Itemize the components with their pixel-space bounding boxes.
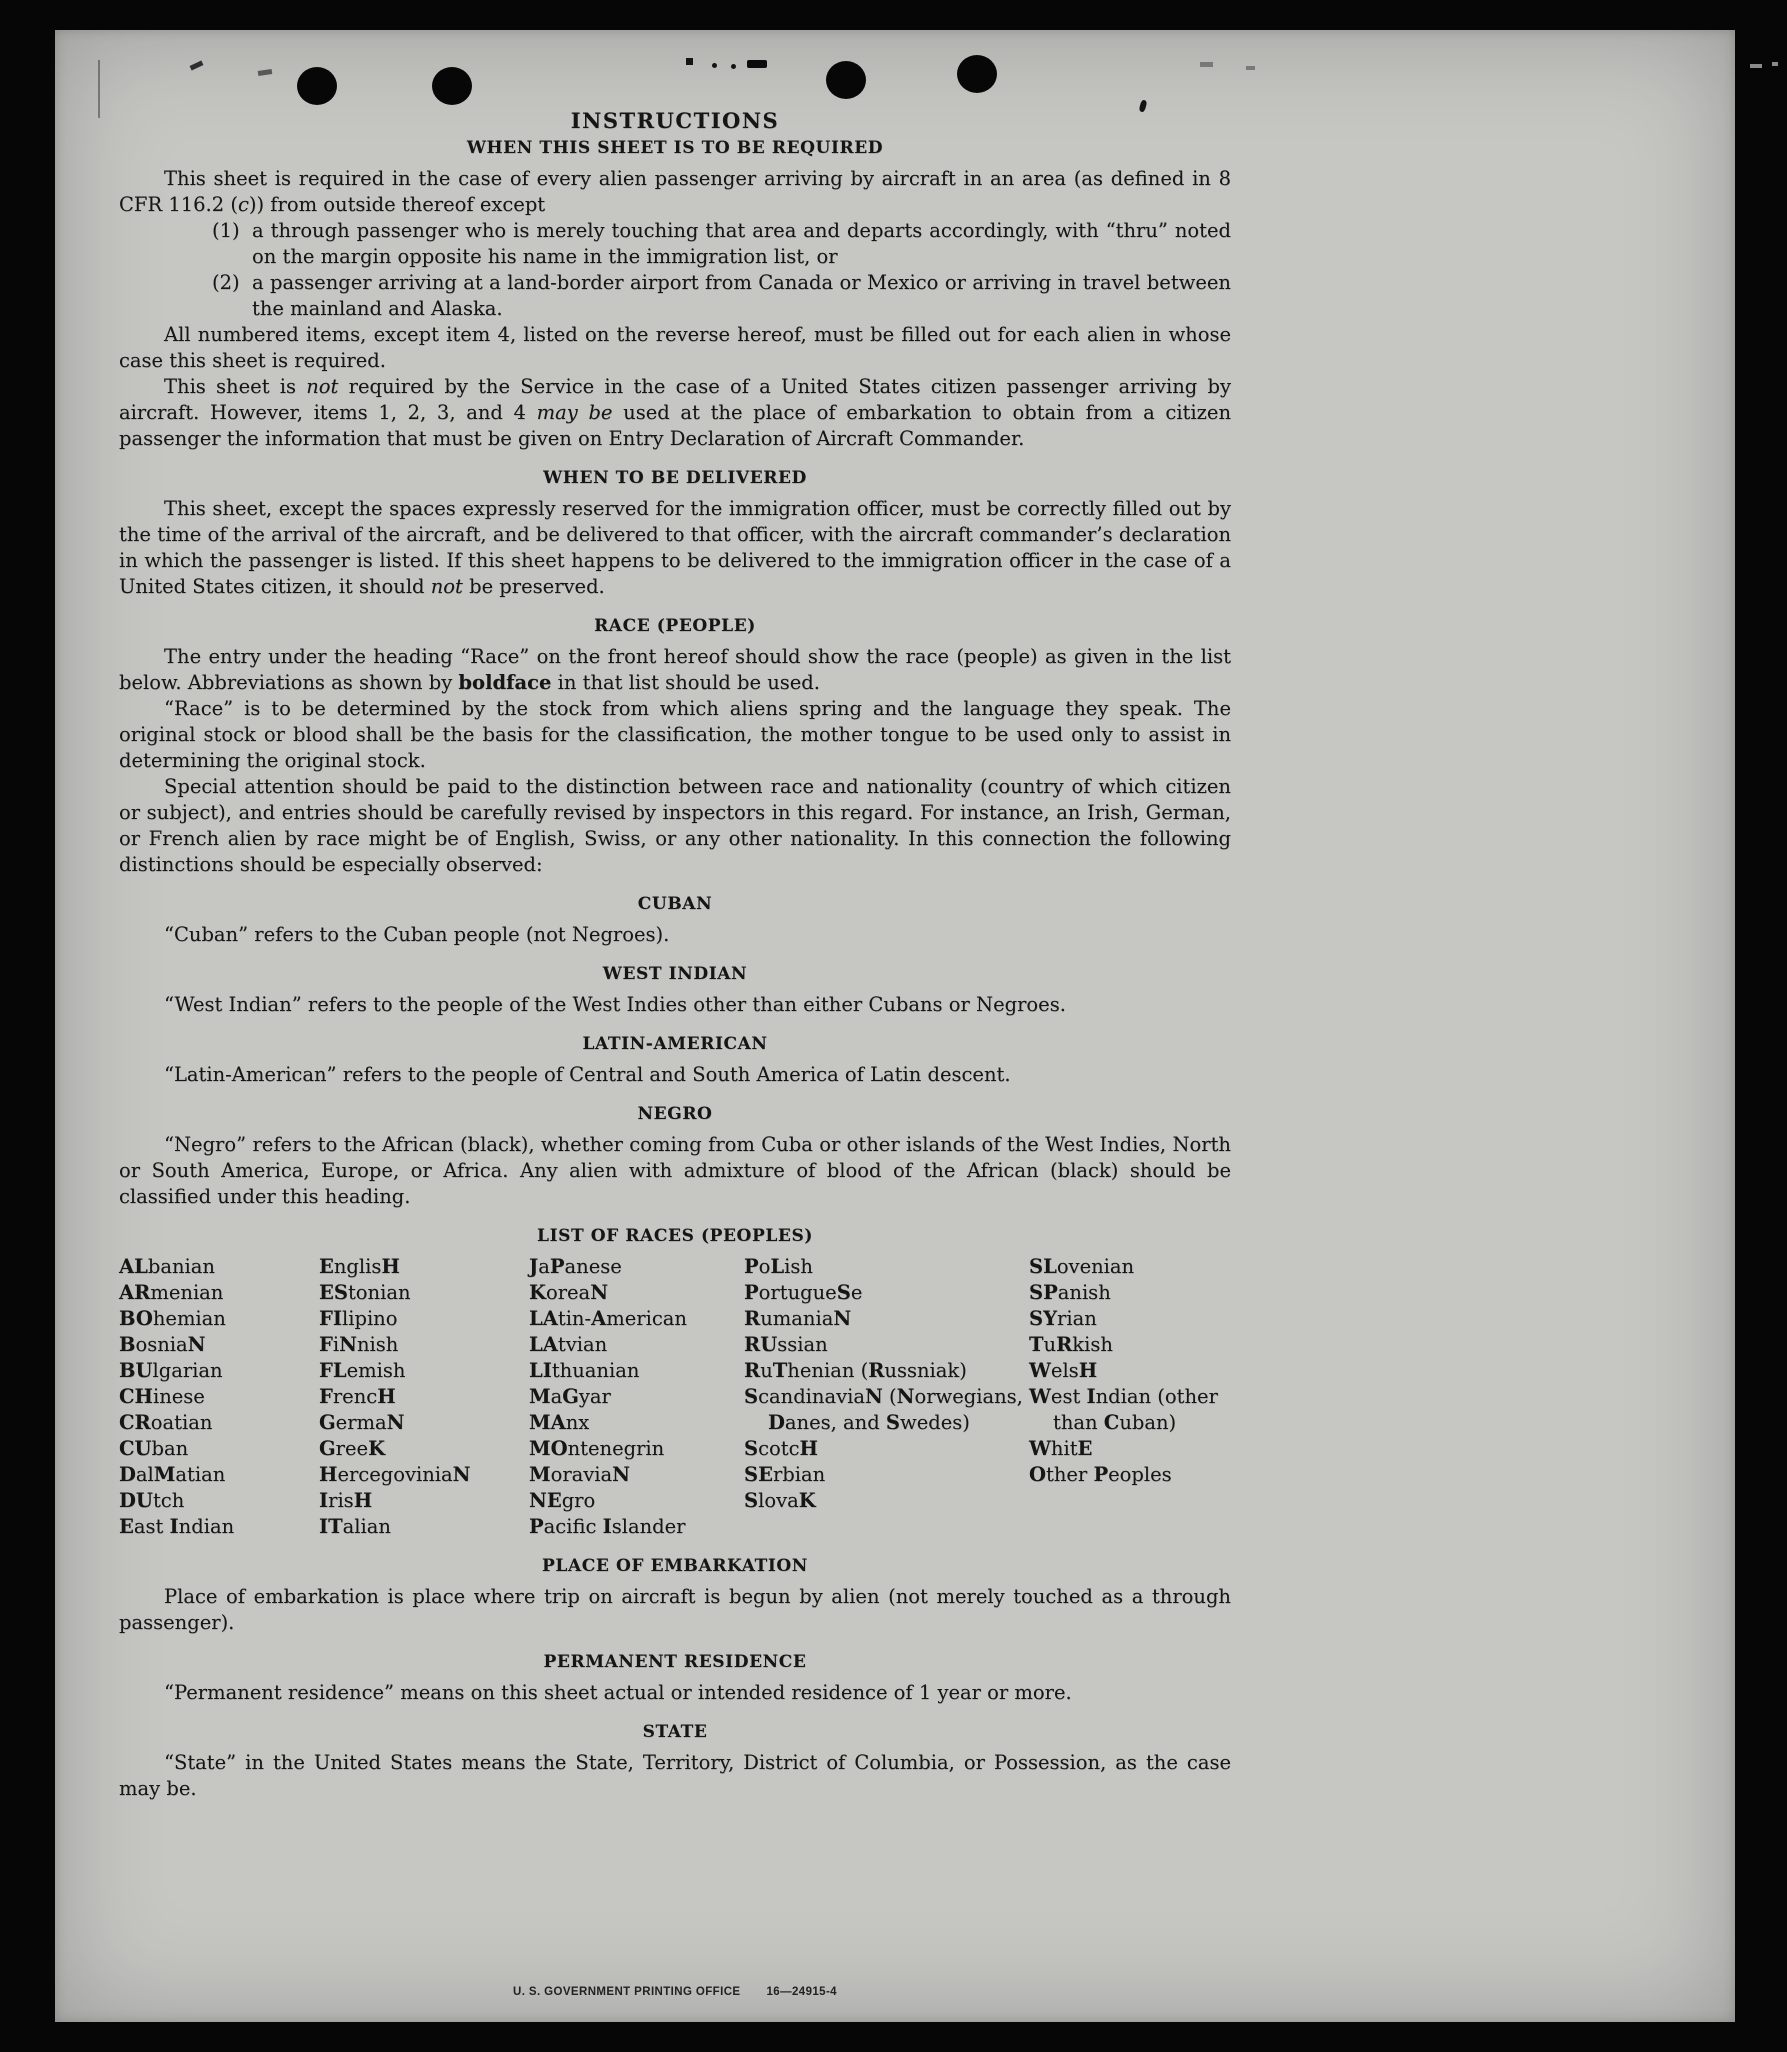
race-item: BOhemian [119, 1307, 226, 1330]
race-item: ARmenian [119, 1281, 224, 1304]
scan-artifact [1246, 66, 1255, 70]
race-item: IrisH [319, 1489, 373, 1512]
races-column-3 [529, 1254, 744, 1540]
section-heading-residence: PERMANENT RESIDENCE [543, 1652, 807, 1672]
numbered-item-2 [212, 270, 1231, 322]
race-item: SPanish [1029, 1281, 1111, 1304]
race-item: RumaniaN [744, 1307, 852, 1330]
race-item: CUban [119, 1437, 189, 1460]
race-item: SYrian [1029, 1307, 1097, 1330]
section-heading-state: STATE [642, 1722, 708, 1742]
race-item: RUssian [744, 1333, 828, 1356]
race-item: ScotcH [744, 1437, 818, 1460]
paragraph-cuban: “Cuban” refers to the Cuban people (not Negroes). [164, 923, 670, 946]
race-item: JaPanese [529, 1255, 622, 1278]
race-item: MaGyar [529, 1385, 611, 1408]
race-item: FrencH [319, 1385, 396, 1408]
race-item: WhitE [1029, 1437, 1093, 1460]
race-item: ALbanian [119, 1255, 215, 1278]
races-column-5 [1029, 1254, 1231, 1540]
paragraph-citizen: This sheet is not required by the Service in the case of a United States citizen passenger arriving by aircraft. However, items 1, 2, 3, and 4 may be used at the place of embarkation to obtain from a citizen passenger the information that must be given on Entry Declaration of Aircraft Commander. [119, 375, 1232, 450]
scan-artifact [98, 60, 100, 118]
race-item: FiNnish [319, 1333, 399, 1356]
race-item: GreeK [319, 1437, 386, 1460]
race-item: LAtvian [529, 1333, 608, 1356]
paragraph-latin-american: “Latin-American” refers to the people of Central and South America of Latin descent. [164, 1063, 1011, 1086]
printing-office-imprint: U. S. GOVERNMENT PRINTING OFFICE [513, 1986, 741, 1998]
paragraph-all-items: All numbered items, except item 4, listed on the reverse hereof, must be filled out for each alien in whose case this sheet is required. [119, 323, 1231, 372]
race-item: LIthuanian [529, 1359, 640, 1382]
race-item: KoreaN [529, 1281, 609, 1304]
races-column-2 [319, 1254, 529, 1540]
numbered-item-1 [212, 218, 1231, 270]
scan-artifact [731, 64, 736, 69]
scan-artifact [686, 58, 693, 65]
race-item: MOntenegrin [529, 1437, 665, 1460]
paragraph-negro: “Negro” refers to the African (black), whether coming from Cuba or other islands of the West Indies, North or South America, Europe, or Africa. Any alien with admixture of blood of the African (black) should be classified under this heading. [119, 1133, 1231, 1208]
paragraph-embarkation: Place of embarkation is place where trip on aircraft is begun by alien (not merely touched as a through passenger). [119, 1585, 1231, 1634]
race-item: RuThenian (Russniak) [744, 1359, 967, 1382]
item-text: a passenger arriving at a land-border airport from Canada or Mexico or arriving in travel between the mainland and Alaska. [252, 271, 1231, 320]
race-item: GermaN [319, 1411, 405, 1434]
section-heading-race: RACE (PEOPLE) [594, 616, 756, 636]
scan-artifact [747, 60, 767, 68]
page-footer [119, 1986, 1231, 1998]
race-item: PortugueSe [744, 1281, 863, 1304]
document-title: INSTRUCTIONS [570, 108, 780, 133]
scan-artifact [1750, 64, 1762, 68]
race-item: FIlipino [319, 1307, 398, 1330]
paragraph-race-2: “Race” is to be determined by the stock from which aliens spring and the language they speak. The original stock or blood shall be the basis for the classification, the mother tongue to be used only to assist in determining the original stock. [119, 697, 1231, 772]
item-text: a through passenger who is merely touching that area and departs accordingly, with “thru” noted on the margin opposite his name in the immigration list, or [252, 219, 1231, 268]
race-item: WelsH [1029, 1359, 1098, 1382]
race-item: DalMatian [119, 1463, 226, 1486]
paragraph-race-1: The entry under the heading “Race” on the front hereof should show the race (people) as given in the list below. Abbreviations as shown by boldface in that list should be used. [119, 645, 1231, 694]
race-item: EnglisH [319, 1255, 400, 1278]
paragraph-required-intro: This sheet is required in the case of every alien passenger arriving by aircraft in an area (as defined in 8 CFR 116.2 (c)) from outside thereof except [119, 167, 1231, 216]
race-item: SlovaK [744, 1489, 816, 1512]
section-heading-west-indian: WEST INDIAN [602, 964, 748, 984]
race-item: BUlgarian [119, 1359, 223, 1382]
document-content [119, 108, 1231, 1802]
paragraph-delivered: This sheet, except the spaces expressly reserved for the immigration officer, must be correctly filled out by the time of the arrival of the aircraft, and be delivered to that officer, with the aircraft commander’s declaration in which the passenger is listed. If this sheet happens to be delivered to the immigration officer in the case of a United States citizen, it should not be preserved. [119, 497, 1231, 598]
scan-artifact [1200, 62, 1213, 67]
paragraph-race-3: Special attention should be paid to the distinction between race and nationality (country of which citizen or subject), and entries should be carefully revised by inspectors in this regard. For instance, an Irish, German, or French alien by race might be of English, Swiss, or any other nationality. In this connection the following distinctions should be especially observed: [119, 775, 1231, 876]
race-item: DUtch [119, 1489, 185, 1512]
race-item: West Indian (other than Cuban) [1029, 1385, 1218, 1434]
race-item: FLemish [319, 1359, 406, 1382]
section-heading-when-delivered: WHEN TO BE DELIVERED [543, 468, 807, 488]
section-heading-races-list: LIST OF RACES (PEOPLES) [537, 1226, 813, 1246]
scan-artifact [712, 63, 717, 68]
paragraph-residence: “Permanent residence” means on this sheet actual or intended residence of 1 year or more. [164, 1681, 1072, 1704]
race-item: SErbian [744, 1463, 826, 1486]
scan-artifact [1772, 62, 1778, 66]
race-item: MAnx [529, 1411, 590, 1434]
race-item: SLovenian [1029, 1255, 1135, 1278]
section-heading-latin-american: LATIN-AMERICAN [582, 1034, 768, 1054]
punch-hole [957, 55, 997, 93]
race-item: HercegoviniaN [319, 1463, 471, 1486]
races-list [119, 1254, 1231, 1540]
paragraph-west-indian: “West Indian” refers to the people of the West Indies other than either Cubans or Negroes. [164, 993, 1066, 1016]
race-item: Other Peoples [1029, 1463, 1172, 1486]
races-column-1 [119, 1254, 319, 1540]
race-item: ScandinaviaN (Norwegians, Danes, and Swedes) [744, 1385, 1023, 1434]
race-item: LAtin-American [529, 1307, 687, 1330]
race-item: NEgro [529, 1489, 596, 1512]
item-number: (2) [212, 271, 240, 294]
punch-hole [432, 67, 472, 105]
race-item: ITalian [319, 1515, 391, 1538]
race-item: EStonian [319, 1281, 411, 1304]
section-heading-negro: NEGRO [637, 1104, 713, 1124]
race-item: Pacific Islander [529, 1515, 686, 1538]
punch-hole [826, 61, 866, 99]
race-item: TuRkish [1029, 1333, 1113, 1356]
paragraph-state: “State” in the United States means the State, Territory, District of Columbia, or Possession, as the case may be. [119, 1751, 1231, 1800]
punch-hole [297, 67, 337, 105]
race-item: BosniaN [119, 1333, 206, 1356]
races-column-4 [744, 1254, 1029, 1540]
scanned-document-page [55, 30, 1735, 2022]
race-item: MoraviaN [529, 1463, 630, 1486]
form-number: 16—24915-4 [766, 1986, 837, 1998]
race-item: East Indian [119, 1515, 235, 1538]
race-item: PoLish [744, 1255, 813, 1278]
race-item: CRoatian [119, 1411, 213, 1434]
race-item: CHinese [119, 1385, 205, 1408]
section-heading-cuban: CUBAN [637, 894, 713, 914]
section-heading-embarkation: PLACE OF EMBARKATION [542, 1556, 808, 1576]
item-number: (1) [212, 219, 240, 242]
section-heading-when-required: WHEN THIS SHEET IS TO BE REQUIRED [466, 138, 884, 158]
